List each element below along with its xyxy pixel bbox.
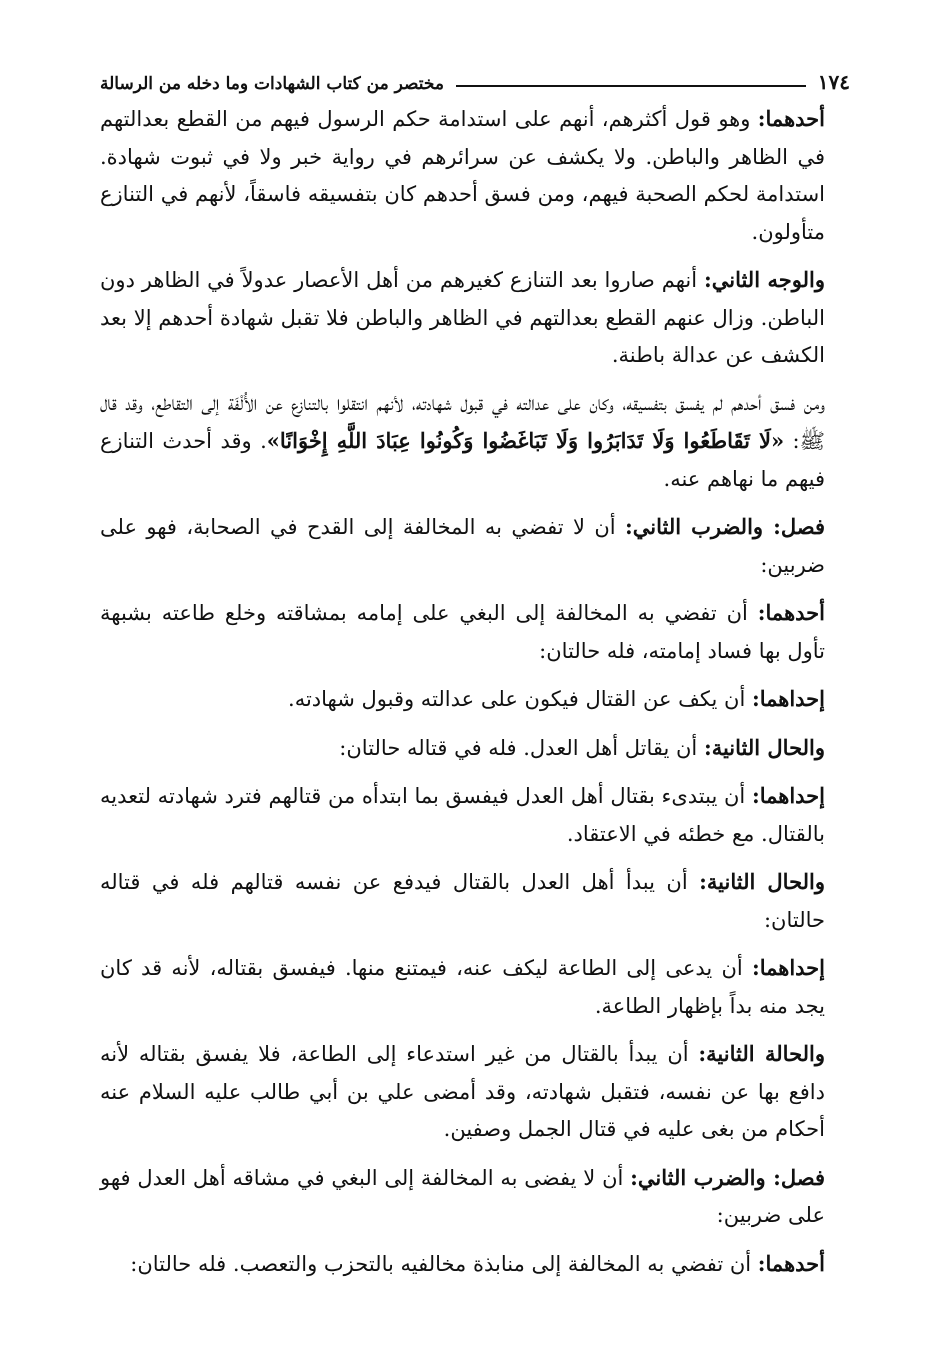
paragraph — [100, 1035, 850, 1149]
paragraph-text: أن يدعى إلى الطاعة ليكف عنه، فيمتنع منها. فيفسق بقتاله، لأنه قد كان يجد منه بداً بإظهار الطاعة. — [100, 956, 825, 1018]
paragraph — [100, 594, 850, 670]
paragraph-text: أن يكف عن القتال فيكون على عدالته وقبول شهادته. — [288, 687, 752, 711]
paragraph-term: والحال الثانية: — [703, 734, 825, 760]
paragraph-term: إحداهما: — [751, 955, 825, 980]
paragraph-text: . وقد أحدث التنازع فيهم ما نهاهم عنه. — [100, 429, 825, 491]
paragraph-text: أن تفضي به المخالفة إلى منابذة مخالفيه بالتحزب والتعصب. فله حالتان: — [130, 1251, 758, 1276]
paragraph-text: أن يبتدىء بقتال أهل العدل فيفسق بما ابتدأه من قتالهم فترد شهادته لتعديه بالقتال. مع خطئه في الاعتقاد. — [100, 784, 825, 846]
paragraph-term: والحال الثانية: — [699, 869, 825, 894]
header-rule — [456, 85, 806, 87]
paragraph — [100, 508, 850, 584]
paragraph — [100, 863, 850, 939]
paragraph — [100, 1245, 850, 1284]
paragraph-term: أحدهما: — [757, 1250, 825, 1276]
paragraph-text: أن لا يفضى به المخالفة إلى البغي في مشاقه أهل العدل فهو على ضربين: — [100, 1165, 825, 1227]
paragraph-text: أن يبدأ أهل العدل بالقتال فيدفع عن نفسه قتالهم فله في قتاله حالتان: — [100, 870, 825, 932]
section-heading: فصل: والضرب الثاني: — [630, 1164, 825, 1190]
hadith-quote: «لَا تَقَاطَعُوا وَلَا تَدَابَرُوا وَلَا تَبَاغَضُوا وَكُونُوا عِبَادَ اللَّهِ إِخْوَانًا» — [266, 428, 785, 453]
running-title: مختصر من كتاب الشهادات وما دخله من الرسالة — [100, 74, 444, 94]
paragraph — [100, 729, 850, 768]
body-text — [100, 100, 850, 1283]
paragraph — [100, 1159, 850, 1235]
paragraph-term: إحداهما: — [751, 783, 825, 808]
paragraph — [100, 100, 850, 251]
paragraph-term: أحدهما: — [757, 600, 825, 625]
paragraph — [100, 949, 850, 1025]
paragraph — [100, 261, 850, 375]
paragraph-text: أن يبدأ بالقتال من غير استدعاء إلى الطاعة، فلا يفسق بقتاله لأنه دافع بها عن نفسه، فتقبل شهادته، وقد أمضى علي بن أبي طالب عليه السلام عنه أحكام من بغى عليه في قتال الجمل وصفين. — [100, 1042, 825, 1141]
paragraph — [100, 777, 850, 853]
page-number: ١٧٤ — [817, 70, 850, 94]
paragraph-term: إحداهما: — [751, 686, 825, 711]
paragraph-text: وهو قول أكثرهم، أنهم على استدامة حكم الرسول فيهم من القطع بعدالتهم في الظاهر والباطن. ولا يكشف عن سرائرهم في رواية خبر ولا في ثبوت شهادة. استدامة لحكم الصحبة فيهم، ومن فسق أحدهم كان بتفسيقه فاسقاً، لأنهم في التنازع متأولون. — [100, 107, 825, 244]
paragraph-term: والوجه الثاني: — [703, 267, 826, 292]
paragraph-term: أحدهما: — [757, 106, 825, 131]
paragraph-term: والحالة الثانية: — [698, 1041, 825, 1066]
paragraph — [100, 385, 850, 499]
running-header — [100, 60, 850, 94]
paragraph-text: أنهم صاروا بعد التنازع كغيرهم من أهل الأعصار عدولاً في الظاهر دون الباطن. وزال عنهم القطع بعدالتهم في الظاهر والباطن فلا تقبل شهادة أحدهم إلا بعد الكشف عن عدالة باطنة. — [100, 268, 825, 367]
paragraph-text: ومن فسق أحدهم لم يفسق بتفسيقه، وكان على عدالته في قبول شهادته، لأنهم انتقلوا بالتنازع عن الأُلْفَة إلى التقاطع، وقد قال ﷺ: — [100, 390, 825, 453]
section-heading: فصل: والضرب الثاني: — [625, 514, 825, 539]
paragraph — [100, 680, 850, 719]
paragraph-text: أن لا تفضي به المخالفة إلى القدح في الصحابة، فهو على ضربين: — [100, 515, 825, 577]
paragraph-text: أن يقاتل أهل العدل. فله في قتاله حالتان: — [339, 735, 704, 760]
paragraph-text: أن تفضي به المخالفة إلى البغي على إمامه بمشاقته وخلع طاعته بشبهة تأول بها فساد إمامته، فله حالتان: — [100, 601, 825, 663]
